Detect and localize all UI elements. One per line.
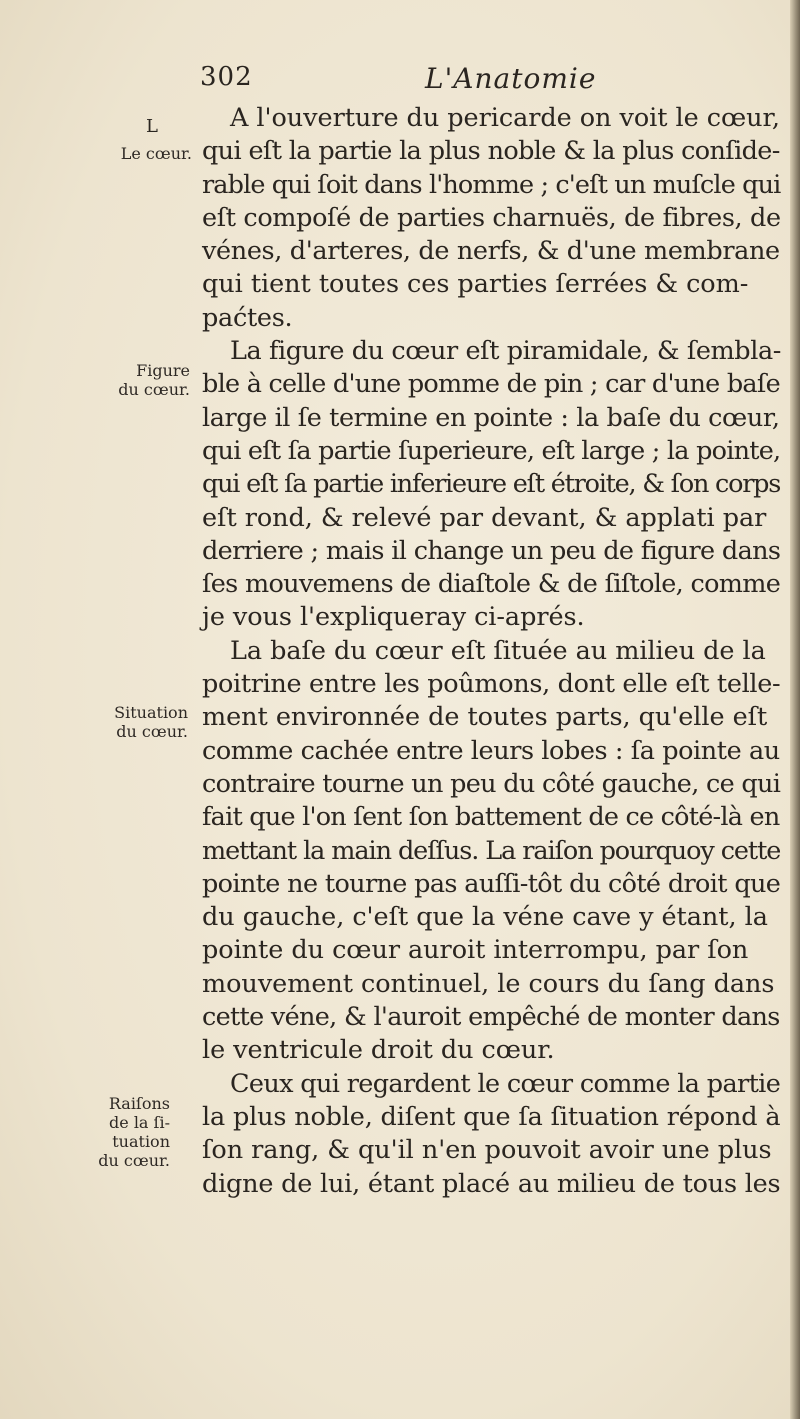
text-line: qui eſt la partie la plus noble & la plus conſide- <box>202 136 780 167</box>
page-edge-shadow <box>790 0 800 1419</box>
text-line: ment environnée de toutes parts, qu'elle eſt <box>202 702 768 733</box>
text-line: mouvement continuel, le cours du ſang dans <box>202 968 775 999</box>
margin-note-line: du cœur. <box>116 722 188 741</box>
text-line: ſes mouvemens de diaſtole & de ſiſtole, comme <box>202 569 781 600</box>
page-number: 302 <box>200 62 253 92</box>
running-title: L'Anatomie <box>425 62 597 95</box>
margin-note-line: Figure <box>136 361 190 380</box>
margin-note-line: Raiſons <box>108 1094 170 1113</box>
text-line: digne de lui, étant placé au milieu de tous les <box>202 1168 781 1199</box>
text-line: mettant la main deſſus. La raiſon pourquoy cette <box>202 835 781 866</box>
text-line: cette véne, & l'auroit empêché de monter dans <box>202 1002 780 1033</box>
text-line: comme cachée entre leurs lobes : ſa pointe au <box>202 735 780 766</box>
text-line: contraire tourne un peu du côté gauche, ce qui <box>202 768 781 799</box>
text-line: La baſe du cœur eſt ſituée au milieu de la <box>230 635 766 666</box>
text-line: La figure du cœur eſt piramidale, & ſembla- <box>230 336 781 367</box>
margin-note-line: de la ſi- <box>109 1113 170 1132</box>
text-line: eſt rond, & relevé par devant, & applati par <box>202 502 767 533</box>
margin-note-figure-du-coeur <box>118 361 190 399</box>
margin-note-le-coeur <box>121 144 192 163</box>
text-line: qui eſt ſa partie inferieure eſt étroite, & ſon corps <box>202 469 781 500</box>
text-line: poitrine entre les poûmons, dont elle eſt telle- <box>202 669 781 700</box>
text-line: le ventricule droit du cœur. <box>202 1035 555 1066</box>
page-header <box>200 62 620 102</box>
main-text-block <box>202 102 782 1201</box>
margin-note-line: Situation <box>114 703 188 722</box>
text-line: eſt compoſé de parties charnuës, de fibres, de <box>202 202 781 233</box>
margin-note-line: du cœur. <box>118 380 190 399</box>
margin-note-line: tuation <box>112 1132 170 1151</box>
text-line: qui eſt ſa partie ſuperieure, eſt large ; la pointe, <box>202 435 781 466</box>
text-line: derriere ; mais il change un peu de figure dans <box>202 535 781 566</box>
text-line: qui tient toutes ces parties ſerrées & com- <box>202 269 749 300</box>
text-line: fait que l'on ſent ſon battement de ce côté-là en <box>202 802 780 833</box>
text-line: je vous l'expliqueray ci-aprés. <box>202 602 585 633</box>
text-line: Ceux qui regardent le cœur comme la partie <box>230 1068 781 1099</box>
text-line: pointe ne tourne pas auſſi-tôt du côté droit que <box>202 868 781 899</box>
margin-note-line: du cœur. <box>98 1151 170 1170</box>
text-line: du gauche, c'eſt que la véne cave y étant, la <box>202 902 768 933</box>
text-line: vénes, d'arteres, de nerfs, & d'une membrane <box>202 236 780 267</box>
text-line: paćtes. <box>202 302 293 333</box>
text-line: la plus noble, diſent que ſa ſituation répond à <box>202 1101 781 1132</box>
text-line: rable qui ſoit dans l'homme ; c'eſt un muſcle qui <box>202 169 781 200</box>
folio-mark: L <box>146 116 158 137</box>
text-line: ble à celle d'une pomme de pin ; car d'une baſe <box>202 369 780 400</box>
text-line: pointe du cœur auroit interrompu, par ſon <box>202 935 749 966</box>
text-line: ſon rang, & qu'il n'en pouvoit avoir une plus <box>202 1135 772 1166</box>
text-line: large il ſe termine en pointe : la baſe du cœur, <box>202 402 780 433</box>
text-line: A l'ouverture du pericarde on voit le cœur, <box>230 103 780 133</box>
margin-note-line: Le cœur. <box>120 144 192 163</box>
margin-note-situation-du-coeur <box>114 703 188 741</box>
margin-note-raisons <box>98 1094 170 1170</box>
